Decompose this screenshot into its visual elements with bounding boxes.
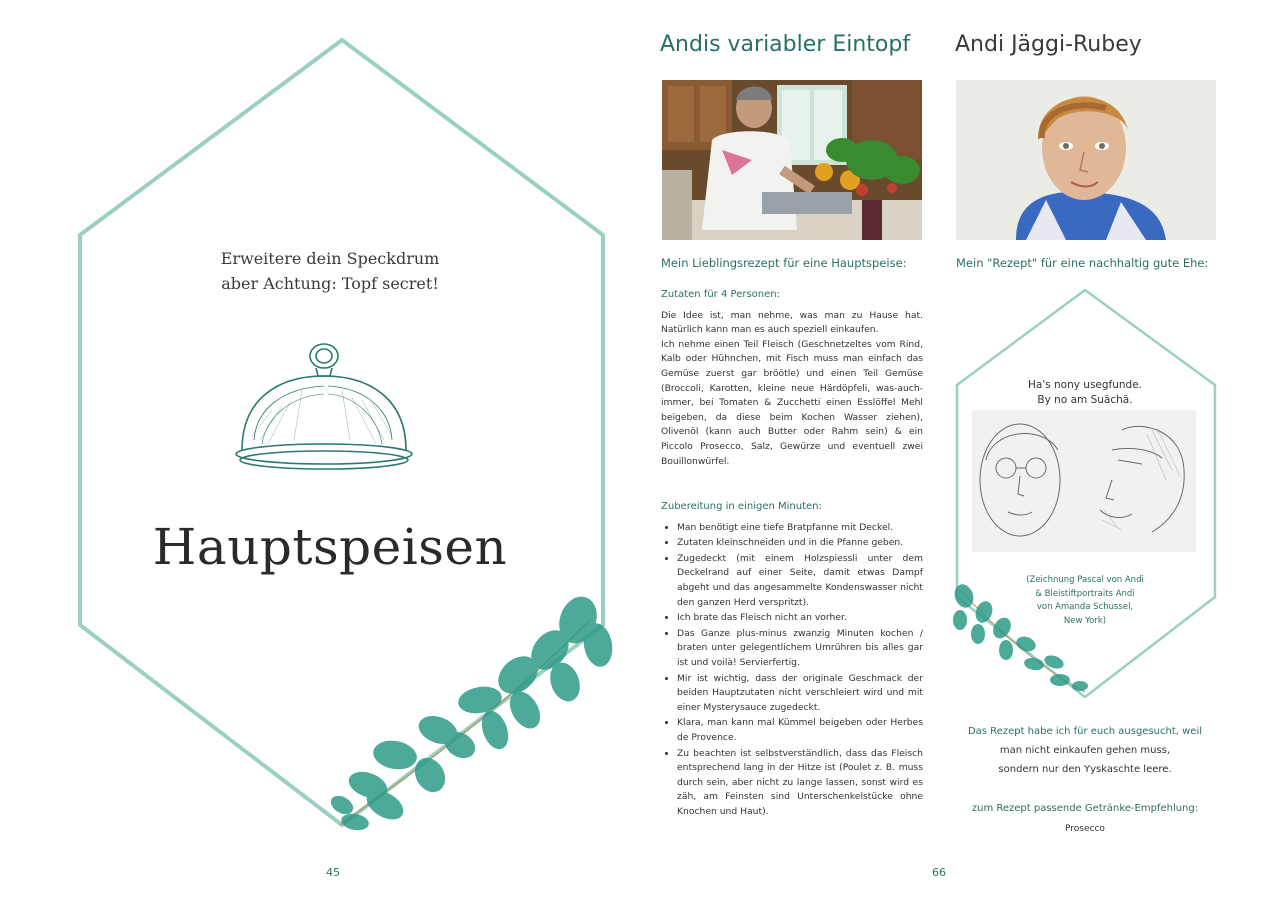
caption-line-4: New York) <box>1063 615 1107 626</box>
ingredients-text-1: Die Idee ist, man nehme, was man zu Hause hat. Natürlich kann man es auch speziell einkaufen. <box>661 309 923 336</box>
drink-heading: zum Rezept passende Getränke-Empfehlung: <box>971 803 1199 814</box>
recipe-title: Andis variabler Eintopf <box>660 32 911 57</box>
list-item: • Man benötigt eine tiefe Bratpfanne mit Deckel. <box>677 521 923 536</box>
ingredients-text-2: Ich nehme einen Teil Fleisch (Geschnetzeltes vom Rind, Kalb oder Hühnchen, mit Fisch muss man einfach das Gemüse zuerst gar bröötle) und einen Teil Gemüse (Broccoli, Karotten, kleine neue Härdöpfeli, was-auch-immer, bei Tomaten & Zucchetti einen Esslöffel Mehl beigeben, da diese beim Kochen Wasser ziehen), Olivenöl (kann auch Butter oder Rahm sein) & ein Piccolo Prosecco, Salz, Gewürze und eventuell zwei Bouillonwürfel. <box>661 338 923 467</box>
recipe-reason <box>945 722 1225 779</box>
marriage-quote-line-2: By no am Suächä. <box>1037 394 1133 406</box>
reason-line-3: sondern nur den Yyskaschte leere. <box>998 764 1172 775</box>
marriage-subheading: Mein "Rezept" für eine nachhaltig gute Ehe: <box>956 256 1209 270</box>
cooking-photo <box>662 80 922 240</box>
preparation-heading: Zubereitung in einigen Minuten: <box>661 501 822 512</box>
recipe-subheading: Mein Lieblingsrezept für eine Hauptspeise: <box>661 256 907 270</box>
caption-line-1: (Zeichnung Pascal von Andi <box>1026 575 1144 585</box>
marriage-quote-line-1: Ha's nony usegfunde. <box>1027 379 1143 391</box>
tagline <box>180 246 480 296</box>
ingredients-heading: Zutaten für 4 Personen: <box>661 289 780 300</box>
reason-line-2: man nicht einkaufen gehen muss, <box>999 745 1171 756</box>
cloche-icon <box>232 340 416 475</box>
marriage-quote <box>990 378 1180 408</box>
list-item: • Zutaten kleinschneiden und in die Pfanne geben. <box>677 536 923 551</box>
reason-line-1: Das Rezept habe ich für euch ausgesucht, weil <box>967 726 1203 737</box>
page-number-right: 66 <box>932 866 946 879</box>
page-number-left: 45 <box>326 866 340 879</box>
portrait-painting <box>956 80 1216 240</box>
list-item: • Ich brate das Fleisch nicht an vorher. <box>677 611 923 626</box>
preparation-section <box>661 500 923 820</box>
eucalyptus-branch-small-icon <box>950 582 1095 700</box>
section-title: Hauptspeisen <box>152 518 508 576</box>
list-item: • Das Ganze plus-minus zwanzig Minuten kochen / braten unter gelegentlichem Umrühren bis alles gar ist und voilà! Servierfertig. <box>677 627 923 671</box>
list-item: • Mir ist wichtig, dass der originale Geschmack der beiden Hauptzutaten nicht verschleiert wird und mit einer Mysterysauce zugedeckt. <box>677 672 923 716</box>
preparation-steps <box>661 521 923 820</box>
pencil-sketches <box>972 410 1196 552</box>
person-name: Andi Jäggi-Rubey <box>955 32 1142 57</box>
eucalyptus-branch-icon <box>320 590 620 840</box>
list-item: • Zugedeckt (mit einem Holzspiessli unter dem Deckelrand auf einer Seite, damit etwas Dampf abgeht und das angesammelte Kondenswasser nicht den ganzen Herd verspritzt). <box>677 552 923 610</box>
ingredients-section <box>661 288 923 469</box>
tagline-line-2: aber Achtung: Topf secret! <box>221 274 439 293</box>
list-item: • Klara, man kann mal Kümmel beigeben oder Herbes de Provence. <box>677 716 923 745</box>
list-item: • Zu beachten ist selbstverständlich, dass das Fleisch entsprechend lang in der Hitze ist (Poulet z. B. muss durch sein, aber nicht zu lange lassen, sonst wird es zäh, am Feinsten sind Unterschenkelstücke ohne Knochen und Haut). <box>677 747 923 820</box>
tagline-line-1: Erweitere dein Speckdrum <box>220 249 440 268</box>
caption-line-2: & Bleistiftportraits Andi <box>1035 588 1135 599</box>
caption-line-3: von Amanda Schussel, <box>1036 602 1134 612</box>
drink-recommendation: Prosecco <box>1065 824 1105 834</box>
